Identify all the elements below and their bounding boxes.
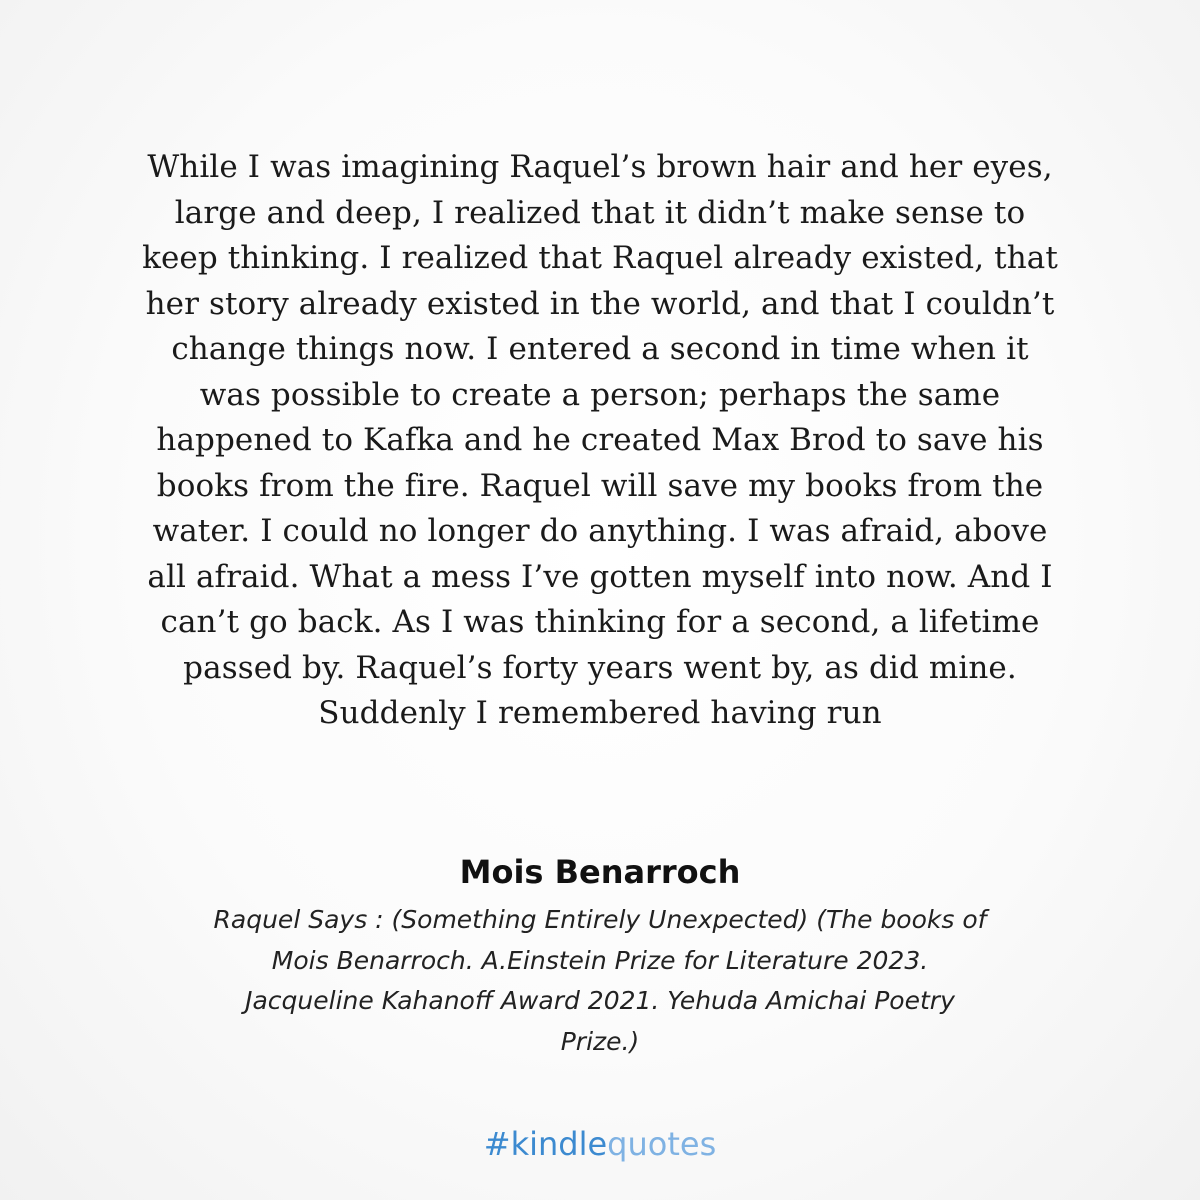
quote-line: her story already existed in the world, and that I couldn’t bbox=[145, 285, 1055, 322]
kindlequotes-hashtag bbox=[0, 1122, 1200, 1166]
quote-line: can’t go back. As I was thinking for a second, a lifetime bbox=[160, 604, 1040, 640]
book-title-line: Prize.) bbox=[560, 1026, 640, 1056]
quote-line: While I was imagining Raquel’s brown hair and her eyes, bbox=[147, 149, 1053, 185]
quote-line: change things now. I entered a second in time when it bbox=[171, 331, 1029, 367]
quote-line: water. I could no longer do anything. I was afraid, above bbox=[152, 513, 1048, 549]
quote-line: keep thinking. I realized that Raquel already existed, that bbox=[142, 240, 1058, 276]
quote-line: all afraid. What a mess I’ve gotten myself into now. And I bbox=[147, 558, 1053, 595]
quote-text bbox=[60, 145, 1140, 737]
book-title-line: Raquel Says : (Something Entirely Unexpected) (The books of bbox=[213, 905, 987, 934]
hashtag-suffix: quotes bbox=[607, 1125, 717, 1163]
book-title-line: Mois Benarroch. A.Einstein Prize for Literature 2023. bbox=[271, 945, 929, 975]
quote-line: happened to Kafka and he created Max Brod to save his bbox=[156, 422, 1044, 458]
book-title bbox=[60, 900, 1140, 1062]
book-title-line: Jacqueline Kahanoff Award 2021. Yehuda Amichai Poetry bbox=[245, 986, 955, 1015]
quote-line: Suddenly I remembered having run bbox=[318, 695, 882, 731]
quote-line: large and deep, I realized that it didn’t make sense to bbox=[174, 194, 1026, 231]
hashtag-prefix: #kindle bbox=[483, 1125, 608, 1163]
quote-line: was possible to create a person; perhaps the same bbox=[199, 376, 1001, 413]
quote-line: passed by. Raquel’s forty years went by, as did mine. bbox=[183, 649, 1017, 686]
author-name: Mois Benarroch bbox=[459, 853, 741, 891]
quote-line: books from the fire. Raquel will save my books from the bbox=[156, 467, 1044, 504]
